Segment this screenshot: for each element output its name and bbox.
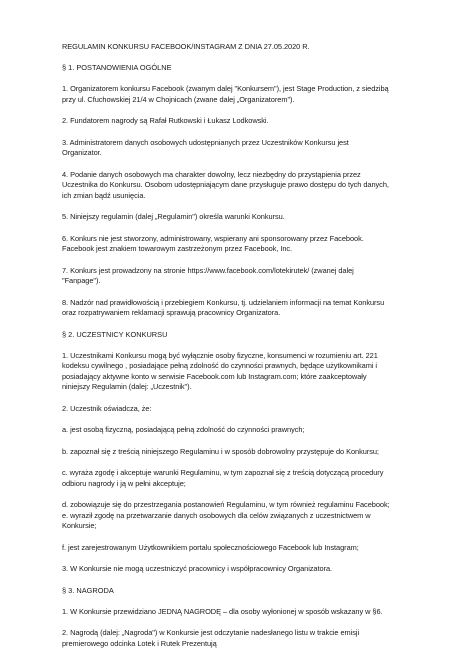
section-2-heading: § 2. UCZESTNICY KONKURSU <box>62 330 390 340</box>
paragraph-line: kodeksu cywilnego , posiadające pełną zdolność do czynności prawnych, będące użytkownikami i <box>62 361 390 372</box>
paragraph-line: 1. Organizatorem konkursu Facebook (zwanym dalej "Konkursem"), jest Stage Production, z siedzibą <box>62 84 390 95</box>
paragraph <box>62 298 390 319</box>
paragraph <box>62 266 390 287</box>
paragraph-line: c. wyraża zgodę i akceptuje warunki Regulaminu, w tym zapoznał się z treścią dotyczącą procedury <box>62 468 390 479</box>
paragraph <box>62 234 390 255</box>
paragraph <box>62 628 390 649</box>
paragraph <box>62 404 390 415</box>
paragraph-line: Organizator. <box>62 148 390 159</box>
paragraph <box>62 138 390 159</box>
paragraph <box>62 500 390 532</box>
paragraph <box>62 543 390 554</box>
paragraph-line: niniejszy Regulamin (dalej: „Uczestnik"). <box>62 382 390 393</box>
paragraph-line: oraz rozpatrywaniem reklamacji sprawują pracownicy Organizatora. <box>62 308 390 319</box>
paragraph-line: 3. W Konkursie nie mogą uczestniczyć pracownicy i współpracownicy Organizatora. <box>62 564 390 575</box>
paragraph-line: posiadający aktywne konto w serwisie Facebook.com lub Instagram.com; które zaakceptowały <box>62 372 390 383</box>
paragraph <box>62 447 390 458</box>
paragraph-line: 5. Niniejszy regulamin (dalej „Regulamin") określa warunki Konkursu. <box>62 212 390 223</box>
section-2-body <box>62 351 390 575</box>
paragraph-line: b. zapoznał się z treścią niniejszego Regulaminu i w sposób dobrowolny przystępuje do Konkursu; <box>62 447 390 458</box>
paragraph-line: 2. Nagrodą (dalej: „Nagroda") w Konkursie jest odczytanie nadesłanego listu w trakcie emisji <box>62 628 390 639</box>
paragraph <box>62 116 390 127</box>
paragraph-line: 4. Podanie danych osobowych ma charakter dowolny, lecz niezbędny do przystąpienia przez <box>62 170 390 181</box>
paragraph-line: 1. Uczestnikami Konkursu mogą być wyłącznie osoby fizyczne, konsumenci w rozumieniu art. 221 <box>62 351 390 362</box>
paragraph-line: d. zobowiązuje się do przestrzegania postanowień Regulaminu, w tym również regulaminu Facebook; <box>62 500 390 511</box>
paragraph <box>62 170 390 202</box>
paragraph-line: przy ul. Cfuchowskiej 21/4 w Chojnicach (zwane dalej „Organizatorem"). <box>62 95 390 106</box>
paragraph-line: a. jest osobą fizyczną, posiadającą pełną zdolność do czynności prawnych; <box>62 425 390 436</box>
paragraph-line: Konkursie; <box>62 521 390 532</box>
paragraph-line: f. jest zarejestrowanym Użytkownikiem portalu społecznościowego Facebook lub Instagram; <box>62 543 390 554</box>
paragraph <box>62 564 390 575</box>
paragraph-line: e. wyraził zgodę na przetwarzanie danych osobowych dla celów związanych z uczestnictwem w <box>62 511 390 522</box>
section-1-heading: § 1. POSTANOWIENIA OGÓLNE <box>62 63 390 73</box>
paragraph-line: 7. Konkurs jest prowadzony na stronie https://www.facebook.com/lotekirutek/ (zwanej dalej <box>62 266 390 277</box>
section-3-heading: § 3. NAGRODA <box>62 586 390 596</box>
paragraph-line: 3. Administratorem danych osobowych udostępnianych przez Uczestników Konkursu jest <box>62 138 390 149</box>
paragraph <box>62 607 390 618</box>
section-1-body <box>62 84 390 319</box>
paragraph <box>62 84 390 105</box>
paragraph-line: 8. Nadzór nad prawidłowością i przebiegiem Konkursu, tj. udzielaniem informacji na temat Konkursu <box>62 298 390 309</box>
document-title: REGULAMIN KONKURSU FACEBOOK/INSTAGRAM Z DNIA 27.05.2020 R. <box>62 42 390 52</box>
paragraph-line: ich zmian bądź usunięcia. <box>62 191 390 202</box>
paragraph <box>62 351 390 393</box>
paragraph-line: odbioru nagrody i ją w pełni akceptuje; <box>62 479 390 490</box>
paragraph-line: 2. Uczestnik oświadcza, że: <box>62 404 390 415</box>
paragraph <box>62 468 390 489</box>
paragraph-line: 6. Konkurs nie jest stworzony, administrowany, wspierany ani sponsorowany przez Facebook. <box>62 234 390 245</box>
paragraph-line: Uczestnika do Konkursu. Osobom udostępniającym dane przysługuje prawo dostępu do tych danych, <box>62 180 390 191</box>
paragraph-line: 2. Fundatorem nagrody są Rafał Rutkowski i Łukasz Lodkowski. <box>62 116 390 127</box>
paragraph <box>62 212 390 223</box>
paragraph <box>62 425 390 436</box>
paragraph-line: premierowego odcinka Lotek i Rutek Prezentują <box>62 639 390 649</box>
paragraph-line: "Fanpage"). <box>62 276 390 287</box>
section-3-body <box>62 607 390 649</box>
paragraph-line: Facebook jest znakiem towarowym zastrzeżonym przez Facebook, Inc. <box>62 244 390 255</box>
paragraph-line: 1. W Konkursie przewidziano JEDNĄ NAGRODĘ – dla osoby wyłonionej w sposób wskazany w §6. <box>62 607 390 618</box>
